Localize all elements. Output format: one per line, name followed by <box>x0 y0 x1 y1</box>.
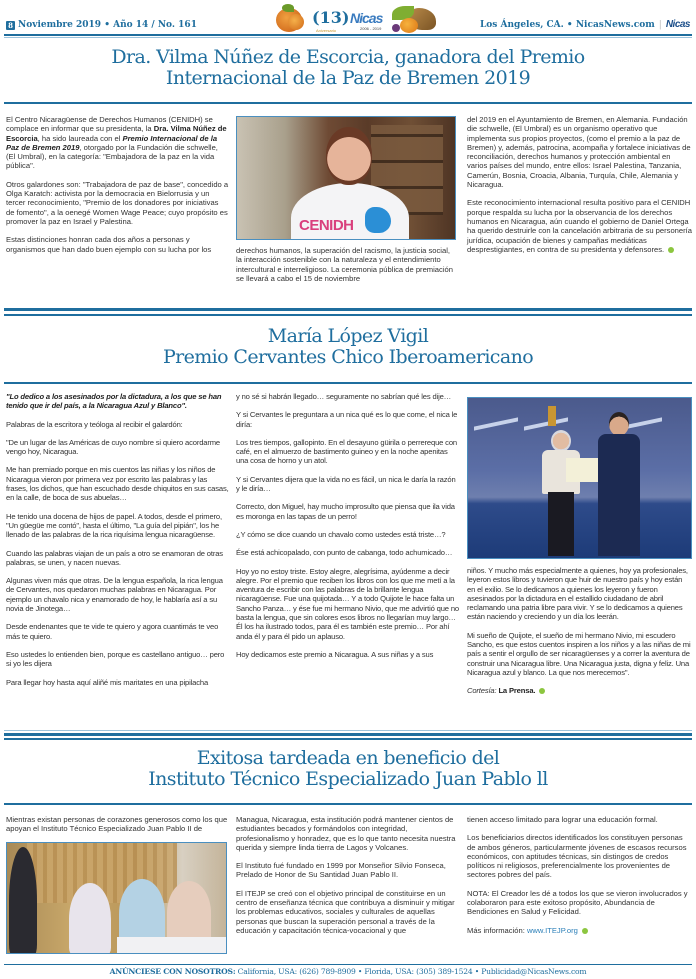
stage-decoration <box>524 417 568 430</box>
more-info: Más información: www.ITEJP.org <box>467 926 692 935</box>
headline-rule <box>4 102 692 104</box>
headline-line: Instituto Técnico Especializado Juan Pablo ll <box>148 768 548 790</box>
paragraph: Los tres tiempos, gallopinto. En el desayuno güirila o perrereque con café, en el almuerzo de bastimento guineo y en la noche apenitas una cosa de horno y un atol. <box>236 437 457 466</box>
headline-line: Internacional de la Paz de Bremen 2019 <box>165 67 531 89</box>
headline-rule <box>4 382 692 384</box>
headline-line: Exitosa tardeada en beneficio del <box>196 747 500 769</box>
paragraph: Los beneficiarios directos identificados los constituyen personas de ambos géneros, particularmente jóvenes de escasos recursos económicos, con aptitudes técnicas, sin distingos de credos políticos ni religiosos, preferencialmente los provenientes de sectores pobres del país. <box>467 833 687 880</box>
paragraph: Correcto, don Miguel, hay mucho improsulto que piensa que ila vida es moronga en las tapas de un perro! <box>236 502 455 521</box>
paragraph: del 2019 en el Ayuntamiento de Bremen, en Alemania. Fundación die schwelle, (El Umbral) es un organismo operativo que implementa sus propios proyectos, (como el premio a la paz de Bremen) y, además, patrocina, acompaña y fortalece iniciativas de reconciliación, derechos humanos y protección ambiental en varios países del mundo, entre ellos: Israel Palestina, Tanzania, Camerún, Bosnia, Croacia, Albania, Turquía, Chile, Alemania y Nicaragua. <box>467 115 691 190</box>
paragraph: Hoy dedicamos este premio a Nicaragua. A sus niñas y a sus <box>236 649 434 659</box>
end-bullet-icon <box>539 688 545 694</box>
quote: "Lo dedico a los asesinados por la dictadura, a los que se han tenido que ir del país, a la Nicaragua Azul y Blanco". <box>6 392 222 411</box>
anniversary-label: Aniversario <box>316 28 337 33</box>
paragraph: El Centro Nicaragüense de Derechos Humanos (CENIDH) se complace en informar que su presidenta, la Dra. Vilma Núñez de Escorcia, ha sido laureada con el Premio Internacional de la Paz de Bremen 2019, otorgado por la Fundación die schwelle, (El Umbral), en la categoría: "Embajadora de la paz en la vida pública". <box>6 115 227 171</box>
footer-contacts: California, USA: (626) 789-8909 • Florida, USA: (305) 389-1524 • Publicidad@NicasNews.com <box>237 967 587 976</box>
paragraph: derechos humanos, la superación del racismo, la justicia social, la interacción sostenible con la naturaleza y el entendimiento intercultural e interreligioso. La ceremonia pública de premiación se llevará a cabo el 15 de noviembre <box>236 246 453 283</box>
section-rule <box>4 733 692 736</box>
hand-logo-icon <box>365 207 391 233</box>
credit-line: Cortesía: La Prensa. <box>467 686 692 695</box>
photo-subject-head <box>326 127 372 185</box>
divider: | <box>658 19 662 30</box>
trophy-icon <box>548 406 556 426</box>
photo-award-ceremony <box>467 397 692 559</box>
article1-headline <box>0 47 696 89</box>
header-location <box>480 19 690 30</box>
photo-subject-man <box>598 412 640 556</box>
advertising-footer <box>0 967 696 976</box>
section-rule <box>4 308 692 311</box>
article2-column-1 <box>6 392 229 687</box>
end-bullet-icon <box>582 928 588 934</box>
end-bullet-icon <box>668 247 674 253</box>
header-rule-thin <box>4 37 692 38</box>
article3-column-2 <box>236 815 460 935</box>
photo-vilma-nunez <box>236 116 456 240</box>
table <box>117 937 227 954</box>
article2-headline <box>0 326 696 368</box>
article3-column-3 <box>467 815 692 935</box>
issue-date: Noviembre 2019 • Año 14 / No. 161 <box>18 20 197 30</box>
brand-logo: Nicas <box>665 19 690 30</box>
paragraph: El Instituto fué fundado en 1999 por Monseñor Silvio Fonseca, Prelado de Honor de Su Santidad Juan Pablo II. <box>236 861 446 880</box>
paragraph: niños. Y mucho más especialmente a quienes, hoy ya profesionales, leyeron estos libros y tuvieron que huir de nuestro país y hoy están en el exilio. Se lo dedicamos a quienes los leyeron y fueron asesinados por la dictadura en el estallido ciudadano de abril reclamando una patria libre para vivir. Y se lo dedicamos a quienes están naciendo y creciendo y un día los leerán. <box>467 566 688 622</box>
photo-person <box>9 847 37 954</box>
article1-column-3 <box>467 115 692 254</box>
cornucopia-icon <box>388 6 438 34</box>
issue-info <box>6 20 197 30</box>
paragraph: Palabras de la escritora y teóloga al recibir el galardón: <box>6 419 183 429</box>
cenidh-logo: CENIDH <box>299 217 354 234</box>
paragraph: Eso ustedes lo entienden bien, porque es castellano antiguo… pero si yo les dijera <box>6 649 225 669</box>
paragraph: tienen acceso limitado para lograr una educación formal. <box>467 815 658 824</box>
paragraph: Este reconocimiento internacional resulta positivo para el CENIDH porque respalda su lucha por la observancia de los derechos humanos en Nicaragua, aún cuando el gobierno de Daniel Ortega ha querido destruirle con la cancelación arbitraria de su personería jurídica, ocupación de bienes y campañas mediáticas desprestigiantes, en contra de su presidenta y defensores. <box>467 198 692 254</box>
paragraph: Otros galardones son: "Trabajadora de paz de base", concedido a Olga Karatch: activista por la democracia en Bielorrusia y un tercer reconocimiento, "Premio de los donadores por iniciativas de fomento", a la oenegé Women Wage Peace; cuyo propósito es promover la paz en Israel y Palestina. <box>6 179 229 226</box>
itejp-link[interactable]: www.ITEJP.org <box>526 925 578 935</box>
photo-subject-woman <box>542 430 580 556</box>
page-number: 8 <box>6 21 15 30</box>
paragraph: Ése está achicopalado, con punto de cabanga, todo achumicado… <box>236 548 453 558</box>
paragraph: Algunas viven más que otras. De la lengua española, la rica lengua de Cervantes, nos quedaron muchas palabras en Nicaragua. Por ejemplo un chavalo nica y enamorado de hoy, le hablaría así a su novia de Jinotega… <box>6 576 223 614</box>
article2-column-3 <box>467 566 692 696</box>
paragraph: Me han premiado porque en mis cuentos las niñas y los niños de Nicaragua vieron por primera vez por escrito las palabras y las frases, los dichos, que han escuchado desde chiquitos en sus casas, en la calle, de boca de sus abuelas… <box>6 465 229 503</box>
paragraph: Hoy yo no estoy triste. Estoy alegre, alegrísima, ayúdenme a decir alegre. Por el premio que reciben los libros con los que me metí a la aventura de escribir con las palabras de la brillante lengua nicaragüense. Fue una quijotada… Y a todo Quijote le hace falta un Sancho Panza… y ése fue mi hermano Nivio, que me advirtió que no basta la lengua, que sin colores esos libros no llegarían muy largo…Él los ha ilustrado todos, para él es también este premio… Por ahí anda él y para él pido un aplauso. <box>236 566 459 641</box>
footer-label: ANÚNCIESE CON NOSOTROS: <box>109 967 236 976</box>
paragraph: y no sé si habrán llegado… seguramente no sabrían qué les dije… <box>236 392 452 401</box>
headline-line: Premio Cervantes Chico Iberoamericano <box>162 346 534 368</box>
pumpkin-icon-small <box>288 14 304 30</box>
paragraph: Estas distinciones honran cada dos años a personas y organismos que han dado buen ejemplo con su lucha por los <box>6 235 212 254</box>
paragraph: NOTA: El Creador les dé a todos los que se vieron involucrados y colaboraron para este exitoso propósito, Abundancia de Bendiciones en Salud y Felicidad. <box>467 888 688 917</box>
section-rule <box>4 314 692 316</box>
photo-person <box>167 881 211 945</box>
footer-rule <box>4 964 692 965</box>
section-rule <box>4 738 692 740</box>
leaf-icon <box>282 4 294 12</box>
paragraph: El ITEJP se creó con el objetivo principal de constituirse en un centro de enseñanza técnica que contribuya a disminuir y mitigar los problemas educativos, sociales y culturales de aquellas personas que buscan la superación personal a través de la educación y capacitación técnica-vocacional y que <box>236 888 455 935</box>
section-rule-thin <box>4 730 692 731</box>
stage-decoration <box>474 417 518 430</box>
paragraph: "De un lugar de las Américas de cuyo nombre si quiero acordarme vengo hoy, Nicaragua. <box>6 437 220 457</box>
article3-column-1 <box>6 815 229 834</box>
article1-column-1 <box>6 115 229 254</box>
masthead-logo <box>276 2 446 34</box>
article3-headline <box>0 748 696 790</box>
logo-years: 2006 - 2019 <box>360 26 382 31</box>
header-rule <box>4 34 692 36</box>
paragraph: Para llegar hoy hasta aquí aliñé mis maritates en una pipilacha <box>6 677 209 687</box>
location-site[interactable]: Los Ángeles, CA. • NicasNews.com <box>479 19 655 30</box>
paragraph: Y si Cervantes le preguntara a un nica qué es lo que come, el nica le diría: <box>236 410 458 429</box>
paragraph: ¿Y cómo se dice cuando un chavalo como ustedes está triste…? <box>236 529 446 539</box>
paragraph: Cuando las palabras viajan de un país a otro se enamoran de otras palabras, se unen, y nacen nuevas. <box>6 548 223 567</box>
anniversary-number: (13) <box>312 8 350 27</box>
paragraph: He tenido una docena de hijos de papel. A todos, desde el primero, "Un güegüe me contó", hasta el último, "La guía del pipián", los he llenado de las palabras de la rica riquísima lengua nicaragüense. <box>6 511 222 540</box>
paragraph: Desde endenantes que te vide te quiero y agora cuantimás te veo más te quiero. <box>6 622 219 641</box>
photo-fundraiser-event <box>6 842 227 954</box>
nicas-logo: Nicas <box>350 10 383 26</box>
headline-line: María López Vigil <box>267 325 429 347</box>
headline-rule <box>4 803 692 805</box>
headline-line: Dra. Vilma Núñez de Escorcia, ganadora del Premio <box>111 46 585 68</box>
paragraph: Mientras existan personas de corazones generosos como los que apoyan el Instituto Técnico Especializado Juan Pablo II de <box>6 815 228 834</box>
paragraph: Y si Cervantes dijera que la vida no es fácil, un nica le daría la razón y le diría… <box>236 474 456 494</box>
article2-column-2 <box>236 392 460 659</box>
paragraph: Managua, Nicaragua, esta institución podrá mantener cientos de estudiantes becados y formándolos con integridad, profesionalismo y honradez, que es lo que tanto necesita nuestra querida y siempre linda tierra de Lagos y Volcanes. <box>236 815 456 852</box>
article1-column-2 <box>236 246 458 283</box>
paragraph: Mi sueño de Quijote, el sueño de mi hermano Nivio, mi escudero Sancho, es que estos cuentos inspiren a los niños y a las niñas de mi país a sentir el orgullo de ser nicaragüenses y a correr la aventura de construir una Nicaragua libre. Una Nicaragua justa, digna y feliz. Una Nicaragua azul y blanco. La que nos merecemos". <box>467 630 691 677</box>
photo-person <box>69 883 111 954</box>
certificate <box>566 458 598 482</box>
page-header <box>0 0 696 36</box>
